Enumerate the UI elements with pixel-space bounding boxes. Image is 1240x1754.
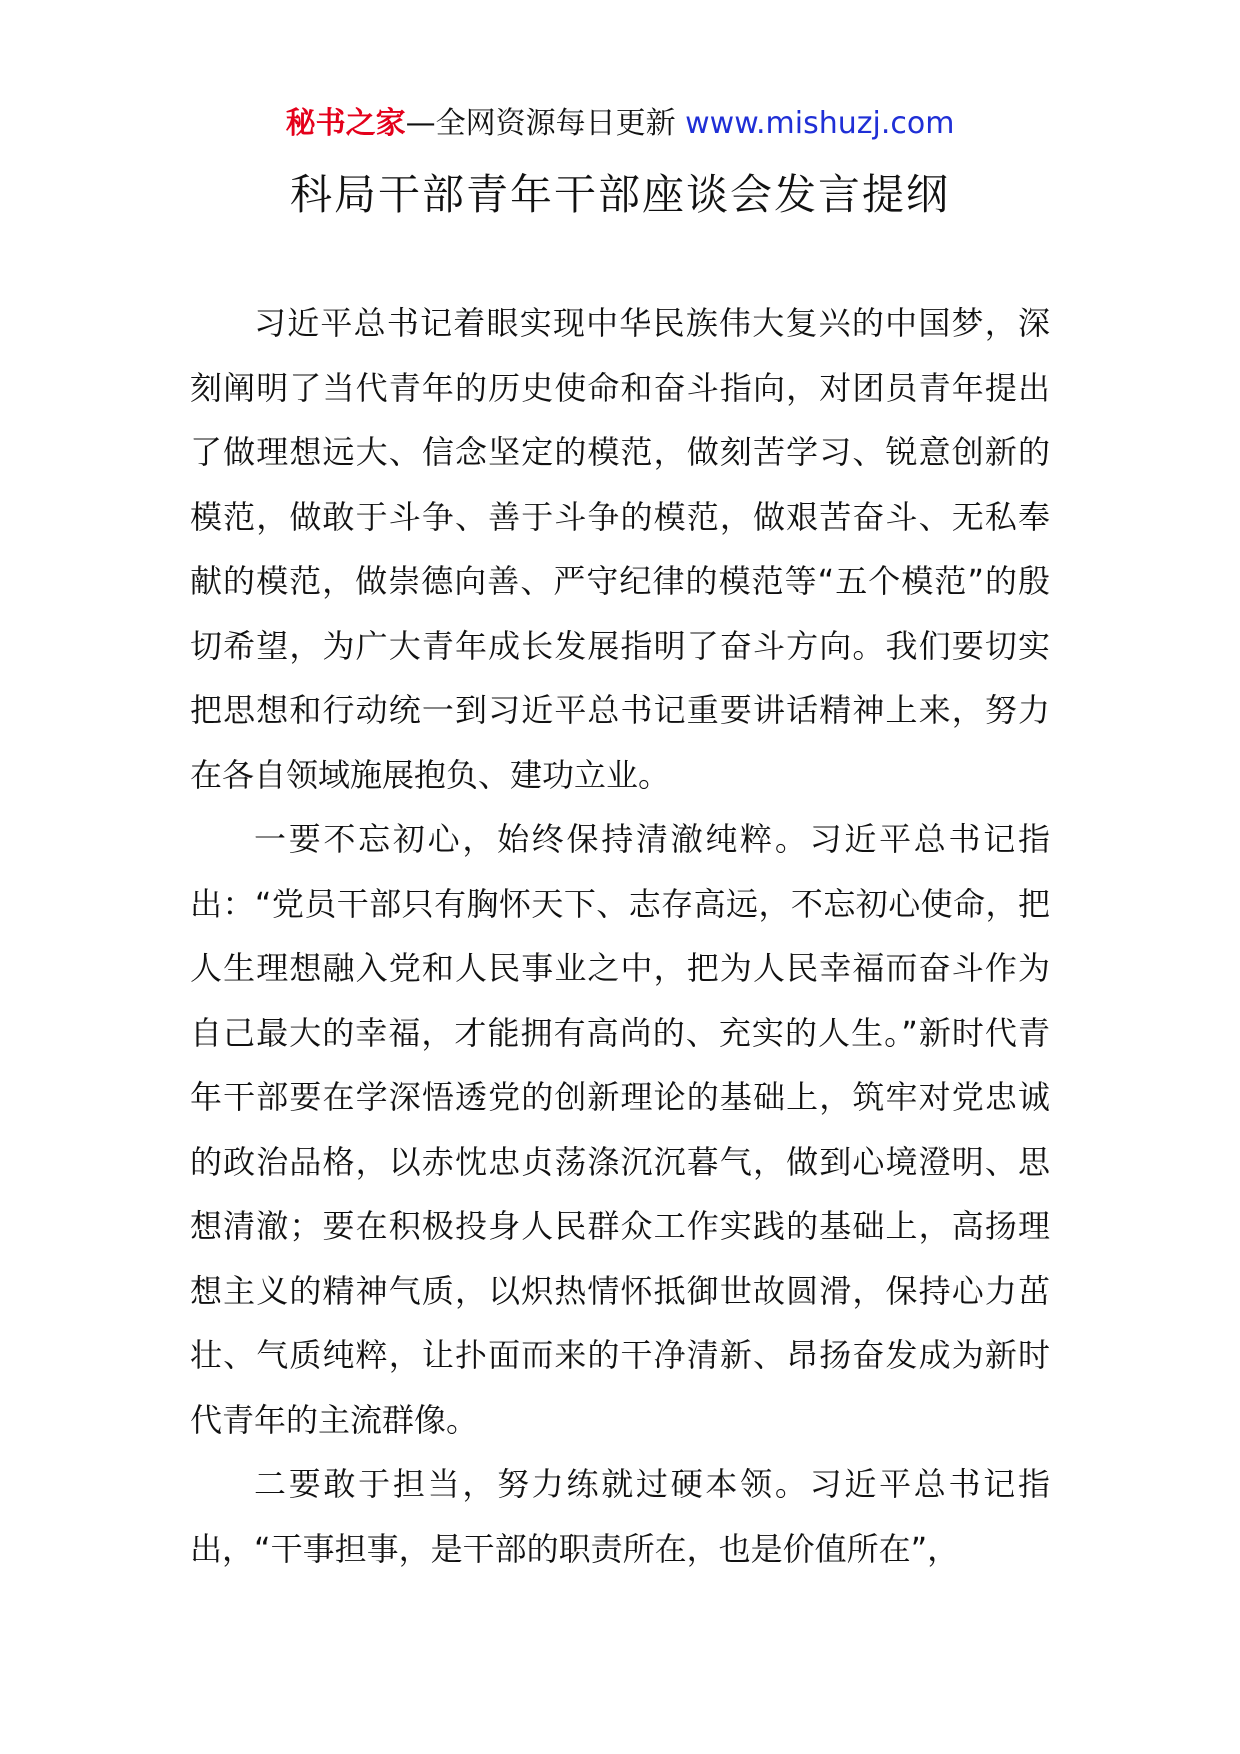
paragraph-lead: 二要敢于担当，努力练就过硬本领。: [254, 1465, 810, 1503]
brand-name: 秘书之家: [285, 106, 406, 141]
site-url-link[interactable]: www.mishuzj.com: [685, 106, 955, 141]
document-title: 科局干部青年干部座谈会发言提纲: [289, 170, 950, 219]
document-body: [190, 291, 1050, 1581]
paragraph-text: 习近平总书记指出：“党员干部只有胸怀天下、志存高远，不忘初心使命，把人生理想融入党和人民事业之中，把为人民幸福而奋斗作为自己最大的幸福，才能拥有高尚的、充实的人生。”新时代青年干部要在学深悟透党的创新理论的基础上，筑牢对党忠诚的政治品格，以赤忱忠贞荡涤沉沉暮气，做到心境澄明、思想清澈；要在积极投身人民群众工作实践的基础上，高扬理想主义的精神气质，以炽热情怀抵御世故圆滑，保持心力茁壮、气质纯粹，让扑面而来的干净清新、昂扬奋发成为新时代青年的主流群像。: [190, 820, 1050, 1439]
paragraph-text: 习近平总书记着眼实现中华民族伟大复兴的中国梦，深刻阐明了当代青年的历史使命和奋斗指向，对团员青年提出了做理想远大、信念坚定的模范，做刻苦学习、锐意创新的模范，做敢于斗争、善于斗争的模范，做艰苦奋斗、无私奉献的模范，做崇德向善、严守纪律的模范等“五个模范”的殷切希望，为广大青年成长发展指明了奋斗方向。我们要切实把思想和行动统一到习近平总书记重要讲话精神上来，努力在各自领域施展抱负、建功立业。: [190, 304, 1050, 794]
paragraph-lead: 一要不忘初心，始终保持清澈纯粹。: [254, 820, 810, 858]
site-header: [0, 104, 1240, 144]
paragraph-point-two: [190, 1452, 1050, 1581]
paragraph-point-one: [190, 807, 1050, 1452]
paragraph-intro: [190, 291, 1050, 807]
header-slogan: —全网资源每日更新: [405, 106, 676, 141]
paragraph-text: 习近平总书记指出，“干事担事，是干部的职责所在，也是价值所在”，: [190, 1465, 1050, 1568]
